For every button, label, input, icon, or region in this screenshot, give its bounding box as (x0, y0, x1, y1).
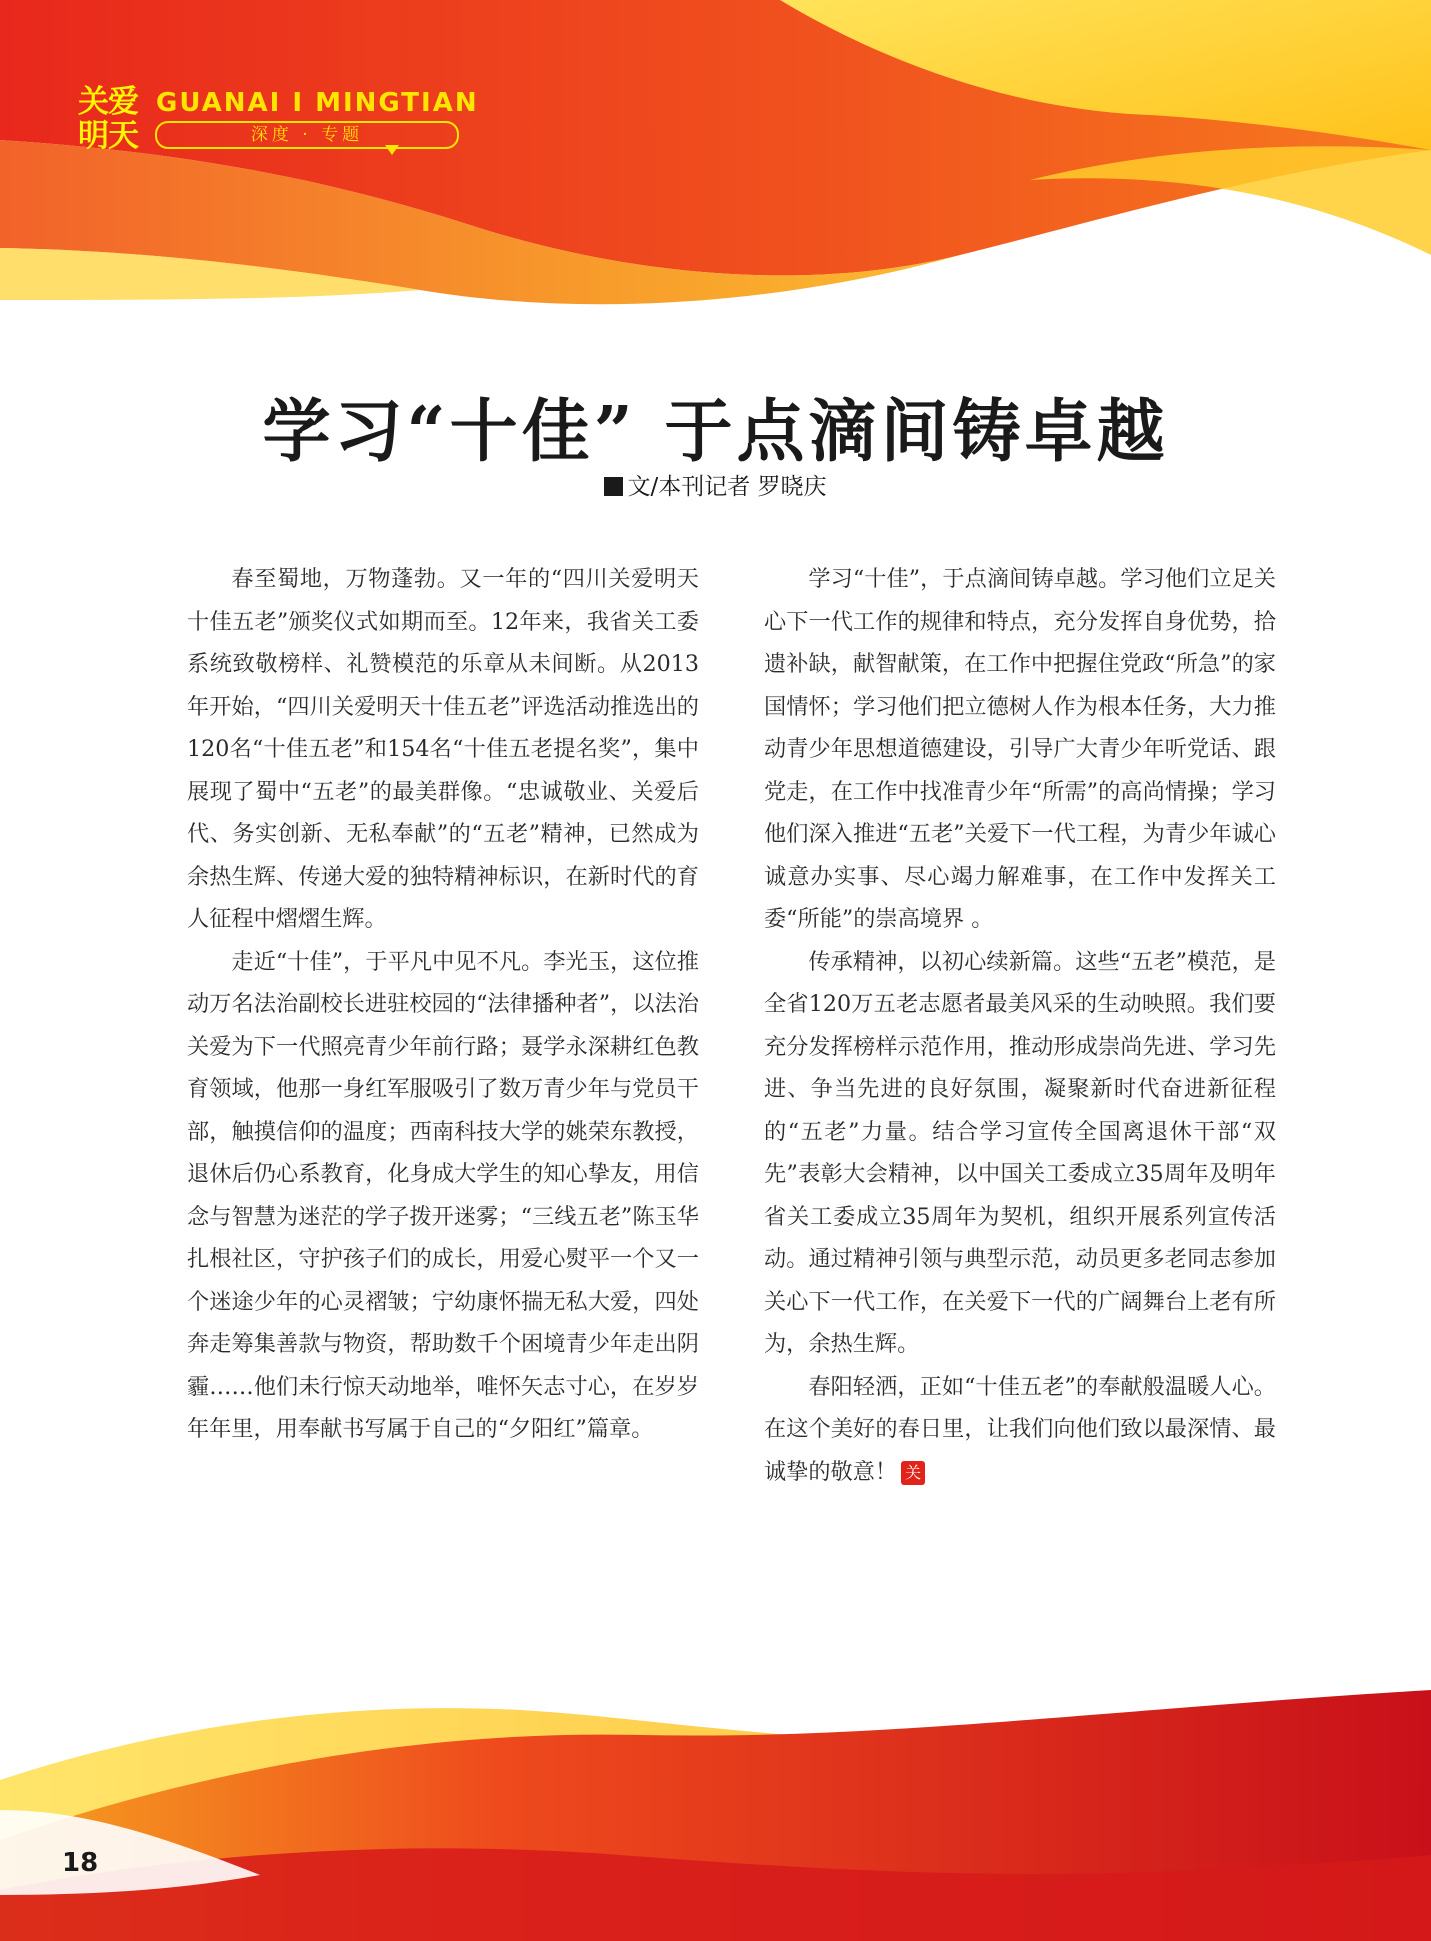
paragraph: 学习“十佳”，于点滴间铸卓越。学习他们立足关心下一代工作的规律和特点，充分发挥自身优势，拾遗补缺，献智献策，在工作中把握住党政“所急”的家国情怀；学习他们把立德树人作为根本任务，大力推动青少年思想道德建设，引导广大青少年听党话、跟党走，在工作中找准青少年“所需”的高尚情操；学习他们深入推进“五老”关爱下一代工程，为青少年诚心诚意办实事、尽心竭力解难事，在工作中发挥关工委“所能”的崇高境界 。 (764, 566, 1276, 932)
end-mark-icon: 关 (901, 1461, 925, 1485)
byline-text: 文/本刊记者 罗晓庆 (627, 474, 827, 500)
paragraph-final (764, 1366, 1276, 1494)
footer-wave-decoration (0, 1690, 1431, 1941)
byline (0, 468, 1431, 501)
article-title: 学习“十佳” 于点滴间铸卓越 (262, 392, 1169, 472)
article-column-right (764, 558, 1276, 1493)
square-bullet-icon (604, 477, 623, 496)
page-number: 18 (62, 1848, 99, 1878)
speech-bubble-tail-icon (385, 145, 399, 155)
paragraph: 传承精神，以初心续新篇。这些“五老”模范，是全省120万五老志愿者最美风采的生动映照。我们要充分发挥榜样示范作用，推动形成崇尚先进、学习先进、争当先进的良好氛围，凝聚新时代奋进新征程的“五老”力量。结合学习宣传全国离退休干部“双先”表彰大会精神，以中国关工委成立35周年及明年省关工委成立35周年为契机，组织开展系列宣传活动。通过精神引领与典型示范，动员更多老同志参加关心下一代工作，在关爱下一代的广阔舞台上老有所为，余热生辉。 (764, 948, 1276, 1357)
article-column-left (187, 558, 699, 1451)
paragraph-text: 春阳轻洒，正如“十佳五老”的奉献般温暖人心。在这个美好的春日里，让我们向他们致以最深情、最诚挚的敬意！ (764, 1373, 1276, 1485)
section-label: 深度 · 专题 (155, 121, 459, 149)
magazine-logo-en: GUANAI I MINGTIAN (156, 88, 479, 118)
header-wave-decoration (0, 0, 1431, 380)
paragraph: 春至蜀地，万物蓬勃。又一年的“四川关爱明天十佳五老”颁奖仪式如期而至。12年来，我省关工委系统致敬榜样、礼赞模范的乐章从未间断。从2013年开始，“四川关爱明天十佳五老”评选活动推选出的120名“十佳五老”和154名“十佳五老提名奖”，集中展现了蜀中“五老”的最美群像。“忠诚敬业、关爱后代、务实创新、无私奉献”的“五老”精神，已然成为余热生辉、传递大爱的独特精神标识，在新时代的育人征程中熠熠生辉。 (187, 566, 699, 932)
magazine-logo-cn: 关爱明天 (78, 84, 138, 154)
paragraph: 走近“十佳”，于平凡中见不凡。李光玉，这位推动万名法治副校长进驻校园的“法律播种者”，以法治关爱为下一代照亮青少年前行路；聂学永深耕红色教育领域，他那一身红军服吸引了数万青少年与党员干部，触摸信仰的温度；西南科技大学的姚荣东教授，退休后仍心系教育，化身成大学生的知心挚友，用信念与智慧为迷茫的学子拨开迷雾；“三线五老”陈玉华扎根社区，守护孩子们的成长，用爱心熨平一个又一个迷途少年的心灵褶皱；宁幼康怀揣无私大爱，四处奔走筹集善款与物资，帮助数千个困境青少年走出阴霾……他们未行惊天动地举，唯怀矢志寸心，在岁岁年年里，用奉献书写属于自己的“夕阳红”篇章。 (187, 948, 699, 1442)
